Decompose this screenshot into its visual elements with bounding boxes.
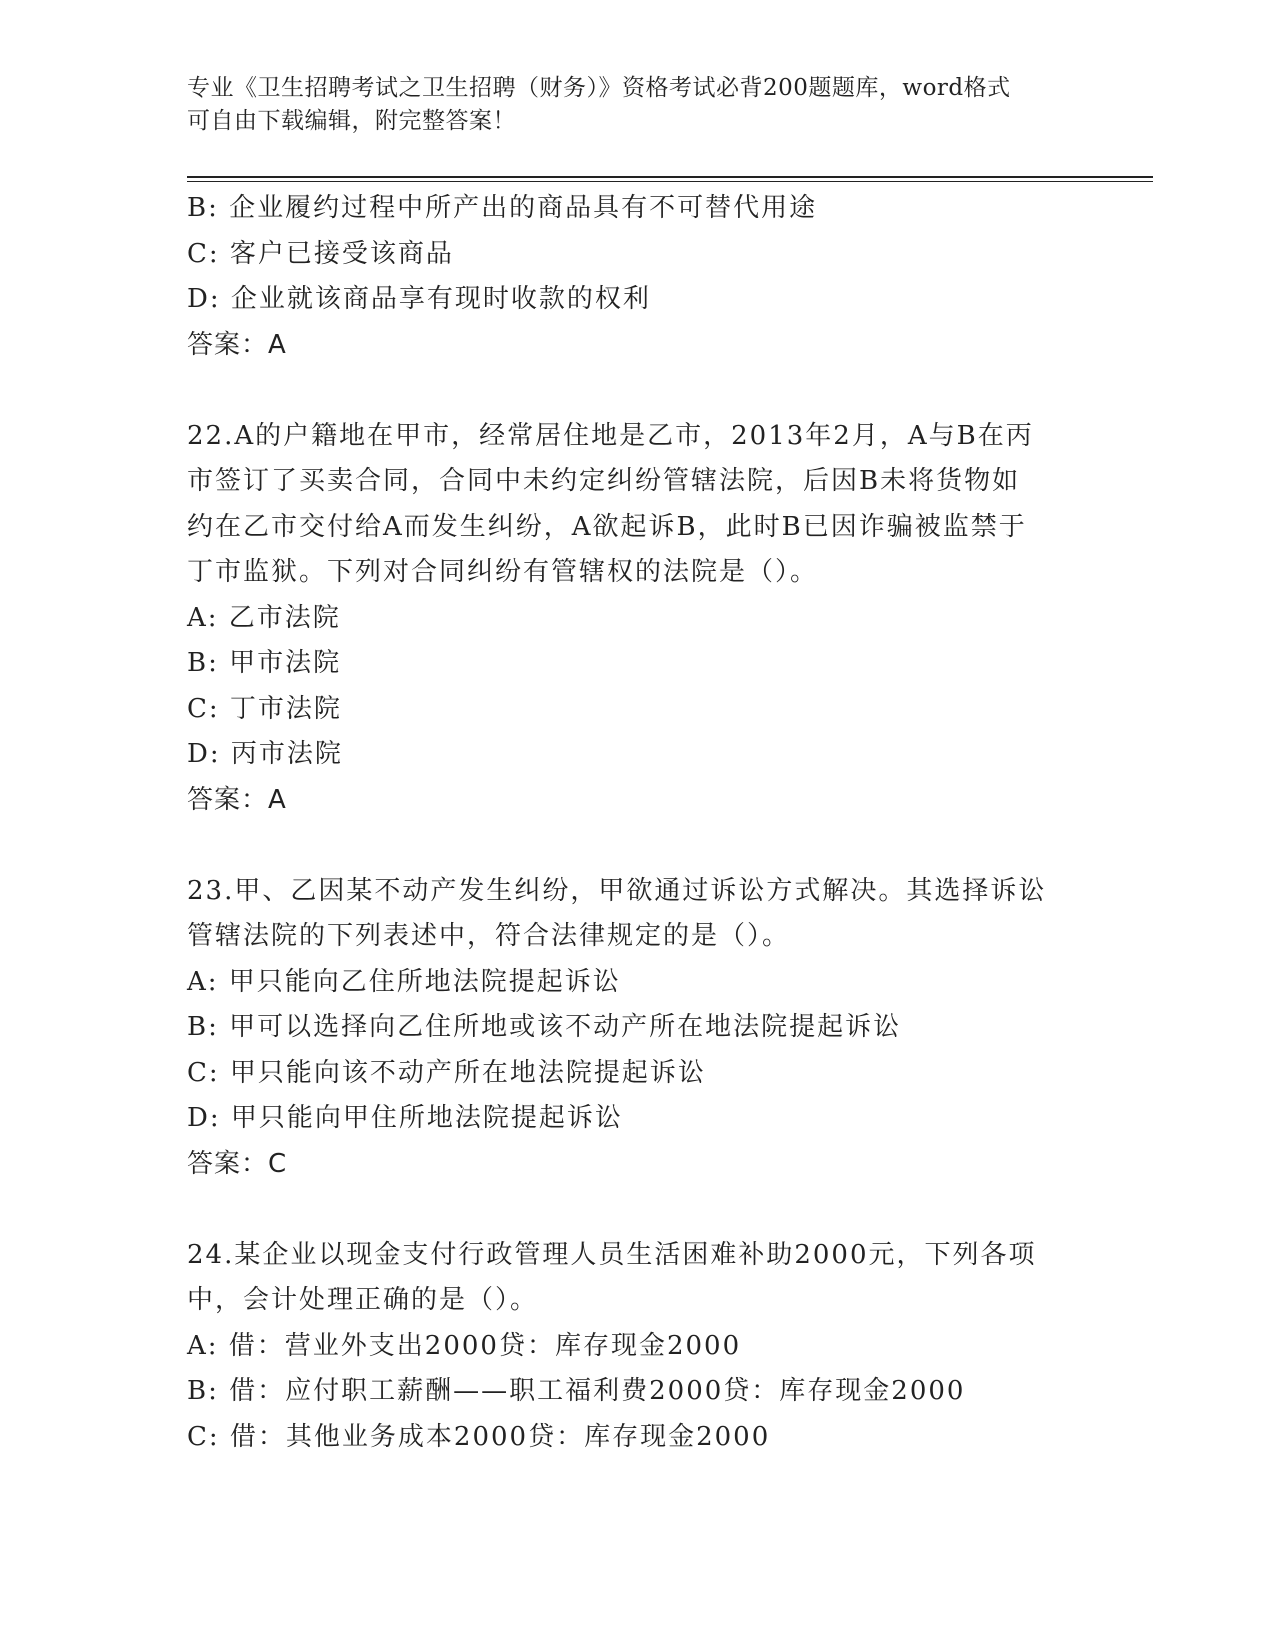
option-b: B: 借：应付职工薪酬——职工福利费2000贷：库存现金2000 — [187, 1376, 966, 1406]
answer-line: 答案：A — [187, 329, 287, 360]
prev-question-block — [187, 186, 1087, 368]
spacer — [187, 368, 1087, 414]
document-body — [187, 186, 1087, 1460]
option-b: B: 甲市法院 — [187, 648, 342, 678]
question-text-line: 市签订了买卖合同，合同中未约定纠纷管辖法院，后因B未将货物如 — [187, 466, 1021, 496]
question-text-line: 22.A的户籍地在甲市，经常居住地是乙市，2013年2月，A与B在丙 — [187, 420, 1034, 451]
option-c: C: 借：其他业务成本2000贷：库存现金2000 — [187, 1421, 771, 1452]
option-d: D: 丙市法院 — [187, 739, 343, 769]
question-text-line: 丁市监狱。下列对合同纠纷有管辖权的法院是（）。 — [187, 557, 819, 587]
question-text-line: 23.甲、乙因某不动产发生纠纷，甲欲通过诉讼方式解决。其选择诉讼 — [187, 875, 1047, 906]
question-24 — [187, 1233, 1087, 1461]
spacer — [187, 823, 1087, 869]
answer-line: 答案：A — [187, 784, 287, 815]
spacer — [187, 1187, 1087, 1233]
option-d: D: 甲只能向甲住所地法院提起诉讼 — [187, 1103, 623, 1133]
header-rule-thick — [187, 176, 1153, 178]
option-c: C: 客户已接受该商品 — [187, 238, 454, 269]
option-a: A: 乙市法院 — [187, 602, 341, 633]
header-rule-thin — [187, 181, 1153, 182]
answer-line: 答案：C — [187, 1148, 288, 1179]
option-c: C: 甲只能向该不动产所在地法院提起诉讼 — [187, 1057, 706, 1088]
question-text-line: 中，会计处理正确的是（）。 — [187, 1285, 539, 1315]
option-b: B: 甲可以选择向乙住所地或该不动产所在地法院提起诉讼 — [187, 1012, 902, 1042]
option-b: B: 企业履约过程中所产出的商品具有不可替代用途 — [187, 193, 818, 223]
question-text-line: 管辖法院的下列表述中，符合法律规定的是（）。 — [187, 921, 791, 951]
option-d: D: 企业就该商品享有现时收款的权利 — [187, 284, 651, 314]
header-line-2: 可自由下载编辑，附完整答案！ — [187, 108, 516, 134]
option-a: A: 借：营业外支出2000贷：库存现金2000 — [187, 1330, 742, 1361]
question-23 — [187, 869, 1087, 1188]
option-a: A: 甲只能向乙住所地法院提起诉讼 — [187, 966, 621, 997]
option-c: C: 丁市法院 — [187, 693, 342, 724]
question-22 — [187, 414, 1087, 824]
question-text-line: 约在乙市交付给A而发生纠纷，A欲起诉B，此时B已因诈骗被监禁于 — [187, 511, 1027, 542]
document-header — [187, 72, 1087, 138]
question-text-line: 24.某企业以现金支付行政管理人员生活困难补助2000元，下列各项 — [187, 1239, 1037, 1270]
header-line-1: 专业《卫生招聘考试之卫生招聘（财务）》资格考试必背200题题库，word格式 — [187, 75, 1011, 101]
